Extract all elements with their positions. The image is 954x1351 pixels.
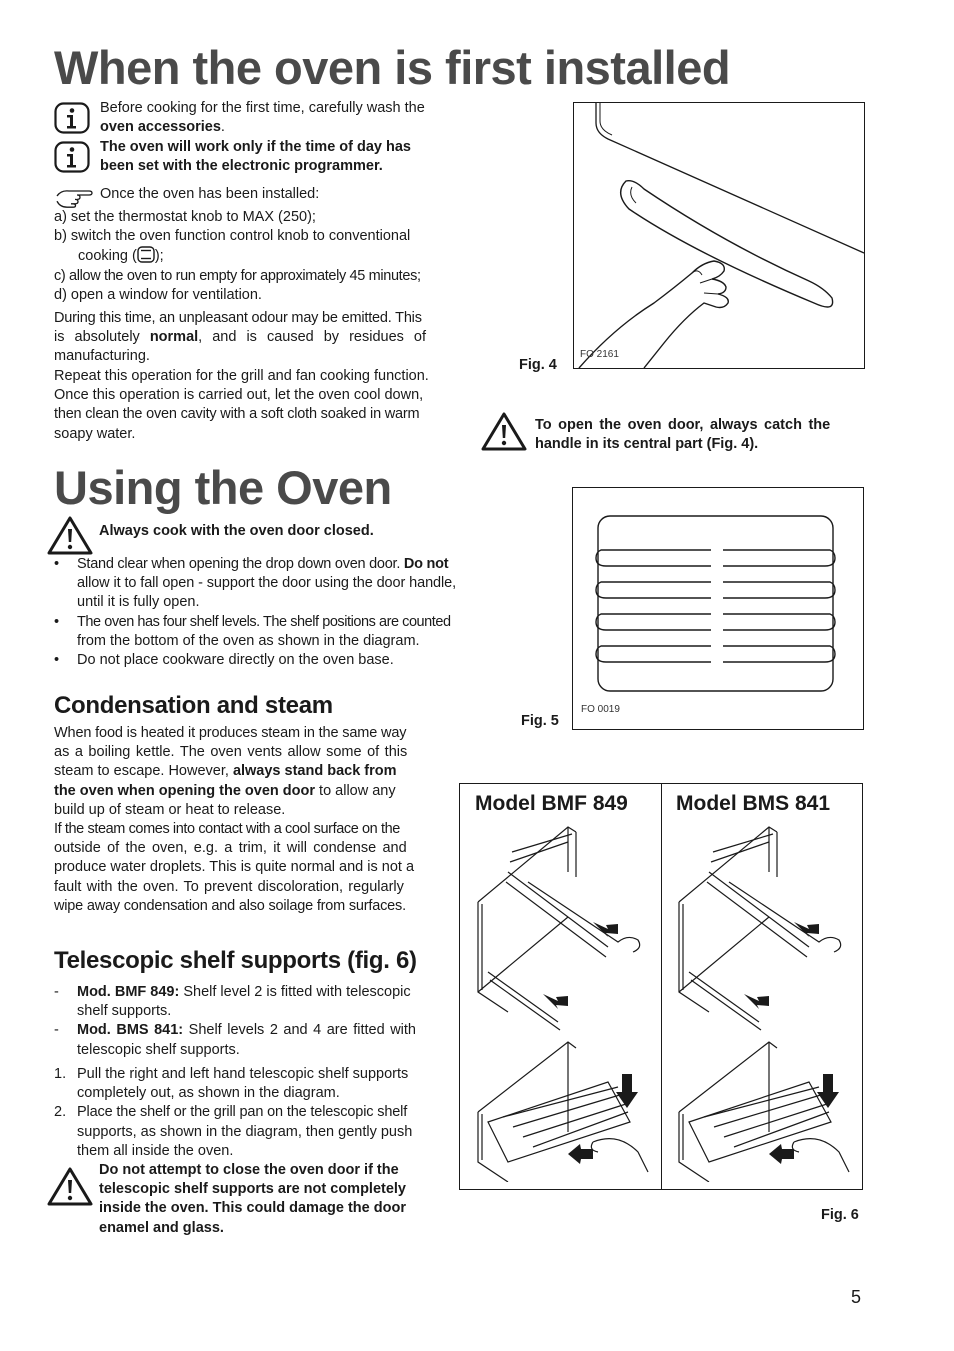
info-text-accessories: Before cooking for the first time, carefully wash the oven accessories. <box>100 100 425 136</box>
list-item: 2. Place the shelf or the grill pan on the telescopic shelf supports, as shown in the diagram, then gently push them all inside the oven. <box>54 1104 413 1159</box>
page-title: When the oven is first installed <box>54 41 731 94</box>
info-icon <box>54 102 90 139</box>
figure-4-label: Fig. 4 <box>519 357 557 373</box>
figure-6-label: Fig. 6 <box>821 1207 859 1223</box>
warning-icon <box>47 1166 93 1211</box>
section-title-telescopic: Telescopic shelf supports (fig. 6) <box>54 947 417 974</box>
telescopic-models <box>54 983 440 1060</box>
conventional-cooking-icon <box>137 246 155 263</box>
section-title-using-oven: Using the Oven <box>54 461 392 514</box>
figure-4-door-handle <box>573 102 865 369</box>
model-bms-841-title: Model BMS 841 <box>676 792 831 815</box>
info-text-programmer: The oven will work only if the time of day has been set with the electronic programmer. <box>100 139 411 175</box>
figure-5-code: FO 0019 <box>581 704 620 715</box>
list-item: - Mod. BMF 849: Shelf level 2 is fitted with telescopic shelf supports. <box>54 984 411 1020</box>
warning-telescopic: Do not attempt to close the oven door if the telescopic shelf supports are not completely inside the oven. This could damage the door enamel and glass. <box>99 1162 406 1236</box>
oven-usage-bullets <box>54 555 484 670</box>
list-item: • The oven has four shelf levels. The shelf positions are counted from the bottom of the oven as shown in the diagram. <box>54 613 451 649</box>
warning-door-handle: To open the oven door, always catch the handle in its central part (Fig. 4). <box>535 417 831 453</box>
list-item: • Stand clear when opening the drop down oven door. Do not allow it to fall open - support the door using the door handle, until it is fully open. <box>54 556 457 611</box>
installation-steps: a) set the thermostat knob to MAX (250); b) switch the oven function control knob to conventional cooking ( ); c) allow the oven to run empty for approximately 45 minutes; d) open a window for ventilation. <box>54 209 421 303</box>
page-number: 5 <box>851 1287 862 1307</box>
odour-paragraph: During this time, an unpleasant odour may be emitted. This is absolutely normal, and is caused by residues of manufacturing. <box>54 310 427 365</box>
info-icon <box>54 141 90 178</box>
list-item: 1. Pull the right and left hand telescopic shelf supports completely out, as shown in the diagram. <box>54 1066 409 1102</box>
bms-841-diagram <box>669 822 859 1182</box>
repeat-paragraph: Repeat this operation for the grill and fan cooking function. Once this operation is carried out, let the oven cool down, then clean the oven cavity with a soft cloth soaked in warm soapy water. <box>54 368 429 442</box>
bmf-849-diagram <box>468 822 658 1182</box>
figure-5-label: Fig. 5 <box>521 713 559 729</box>
list-item: • Do not place cookware directly on the oven base. <box>54 652 394 669</box>
condensation-paragraph: When food is heated it produces steam in the same way as a boiling kettle. The oven vents allow some of this steam to escape. However, always stand back from the oven when opening the oven door to allow any build up of steam or heat to release. If the steam comes into contact with a cool surface on the outside of the oven, e.g. a trim, it will condense and produce water droplets. This is quite normal and is not a fault with the oven. To prevent discoloration, regularly wipe away condensation and also soilage from surfaces. <box>54 725 415 914</box>
figure-6-telescopic-supports <box>459 783 863 1190</box>
telescopic-steps <box>54 1065 440 1161</box>
figure-5-shelf-levels <box>572 487 864 730</box>
figure-4-code: FO 2161 <box>580 349 619 360</box>
model-bmf-849-title: Model BMF 849 <box>475 792 628 815</box>
section-title-condensation: Condensation and steam <box>54 692 333 719</box>
warning-icon <box>481 411 527 456</box>
warning-icon <box>47 515 93 560</box>
warning-door-closed: Always cook with the oven door closed. <box>99 523 374 539</box>
list-item: - Mod. BMS 841: Shelf levels 2 and 4 are fitted with telescopic shelf supports. <box>54 1022 416 1058</box>
note-installed: Once the oven has been installed: <box>100 186 320 202</box>
